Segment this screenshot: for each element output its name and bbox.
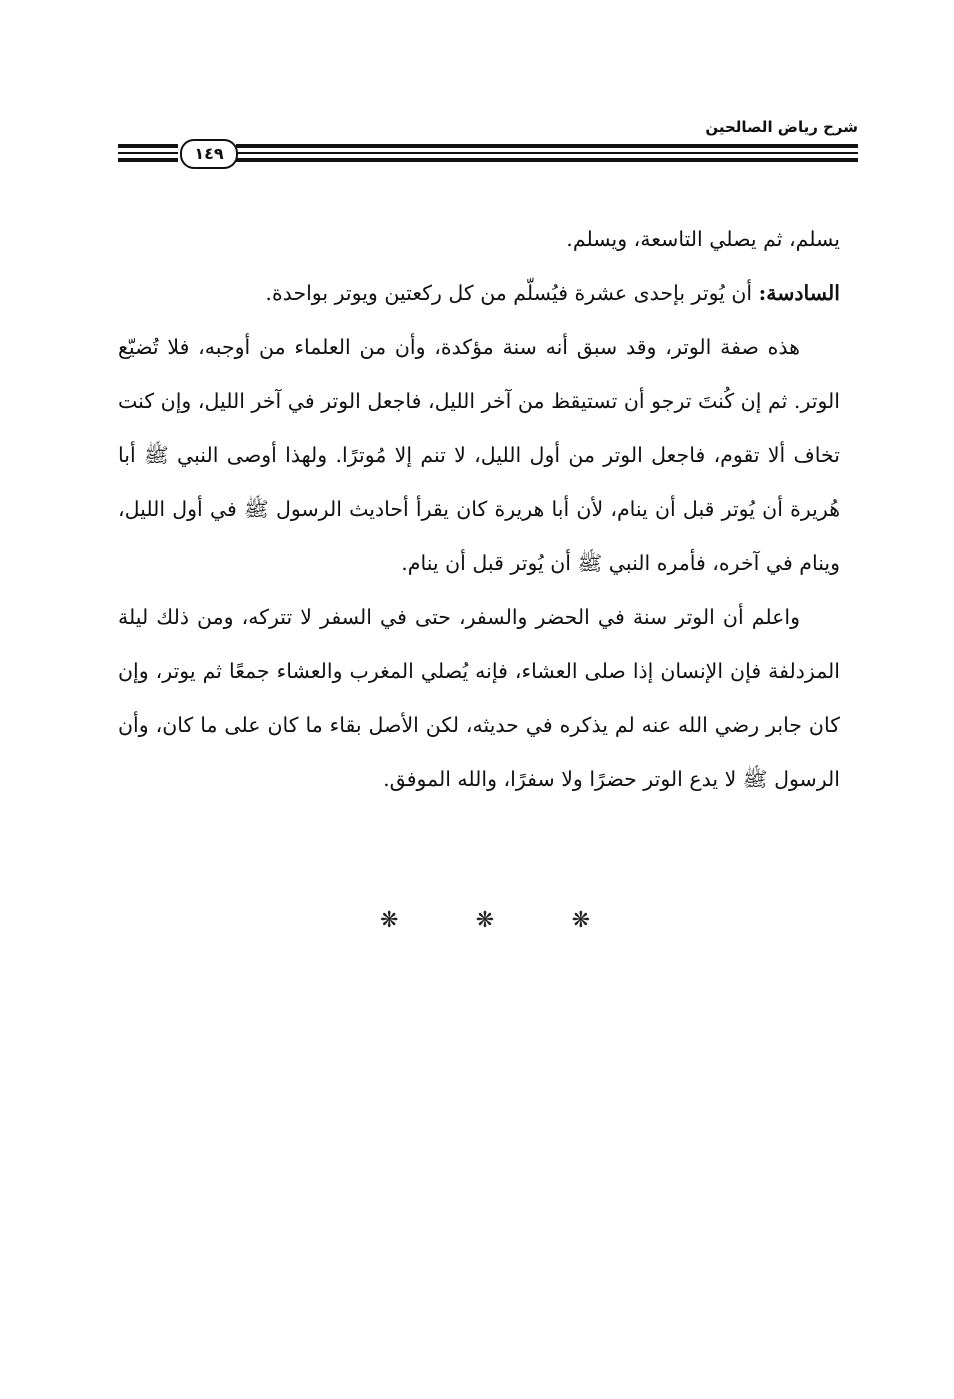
book-title: شرح رياض الصالحين: [705, 118, 858, 136]
paragraph-3-text: هذه صفة الوتر، وقد سبق أنه سنة مؤكدة، وأن من العلماء من أوجبه، فلا تُضيّع الوتر. ثم إن كُنتَ ترجو أن تستيقظ من آخر الليل، فاجعل الوتر في آخر الليل، وإن كنت تخاف ألا تقوم، فاجعل الوتر من أول الليل، لا تنم إلا مُوترًا. ولهذا أوصى النبي ﷺ أبا هُريرة أن يُوتر قبل أن ينام، لأن أبا هريرة كان يقرأ أحاديث الرسول ﷺ في أول الليل، وينام في آخره، فأمره النبي ﷺ أن يُوتر قبل أن ينام.: [118, 335, 840, 575]
page-number: ١٤٩: [180, 139, 238, 169]
paragraph-1-text: يسلم، ثم يصلي التاسعة، ويسلم.: [566, 227, 840, 251]
page-header: [118, 112, 858, 172]
header-rule-thick-left-2: [118, 158, 178, 162]
paragraph-4: [118, 590, 840, 806]
section-separator: [380, 908, 590, 933]
separator-asterism-icon: ❋: [380, 908, 399, 933]
paragraph-2-lead: السادسة:: [758, 281, 840, 305]
separator-asterism-icon: ❋: [475, 908, 495, 933]
paragraph-2-text: أن يُوتر بإحدى عشرة فيُسلّم من كل ركعتين ويوتر بواحدة.: [265, 281, 759, 305]
paragraph-3: [118, 320, 840, 590]
main-text: [118, 212, 840, 806]
header-rule-thick-left: [118, 144, 178, 148]
header-rule-thin-right: [236, 152, 858, 154]
header-rule-thin-left: [118, 152, 178, 154]
paragraph-1: [118, 212, 840, 266]
paragraph-2: [118, 266, 840, 320]
header-rule-thick-right: [236, 144, 858, 148]
header-rule-thick-right-2: [236, 158, 858, 162]
separator-asterism-icon: ❋: [571, 908, 590, 933]
paragraph-4-text: واعلم أن الوتر سنة في الحضر والسفر، حتى في السفر لا تتركه، ومن ذلك ليلة المزدلفة فإن الإنسان إذا صلى العشاء، فإنه يُصلي المغرب والعشاء جمعًا ثم يوتر، وإن كان جابر رضي الله عنه لم يذكره في حديثه، لكن الأصل بقاء ما كان على ما كان، وأن الرسول ﷺ لا يدع الوتر حضرًا ولا سفرًا، والله الموفق.: [118, 605, 840, 791]
